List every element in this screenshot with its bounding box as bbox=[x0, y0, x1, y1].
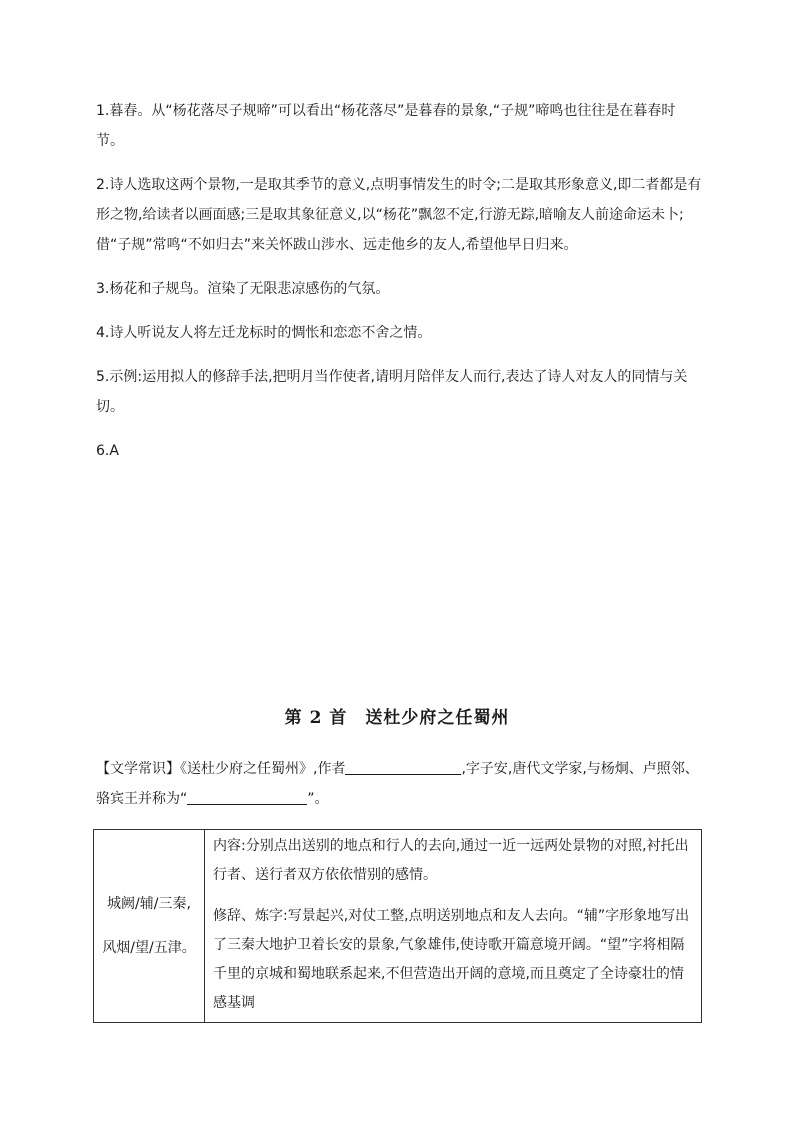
knowledge-text-3: ”。 bbox=[307, 791, 329, 807]
knowledge-label: 【文学常识】 bbox=[96, 761, 180, 777]
answer-5: 5.示例:运用拟人的修辞手法,把明月当作使者,请明月陪伴友人而行,表达了诗人对友人的同情与关切。 bbox=[96, 369, 688, 415]
table-row bbox=[94, 830, 702, 1023]
answer-3: 3.杨花和子规鸟。渲染了无限悲凉感伤的气氛。 bbox=[96, 281, 390, 297]
answer-list bbox=[96, 96, 702, 480]
answer-6: 6.A bbox=[96, 443, 119, 459]
keywords-line-1: 城阙/辅/三秦, bbox=[107, 896, 191, 912]
group-name-blank[interactable] bbox=[187, 788, 307, 805]
poem-heading: 第 2 首 送杜少府之任蜀州 bbox=[284, 708, 510, 728]
keywords-cell bbox=[94, 830, 205, 1023]
knowledge-text-2: ,字子安,唐代文学家,与杨炯、卢照邻、骆宾王并称为“ bbox=[96, 761, 699, 807]
analysis-table bbox=[93, 829, 702, 1023]
author-blank[interactable] bbox=[345, 758, 461, 775]
keywords-line-2: 风烟/望/五津。 bbox=[102, 940, 196, 956]
literary-knowledge bbox=[96, 754, 702, 814]
analysis-cell bbox=[205, 830, 702, 1023]
answer-2: 2.诗人选取这两个景物,一是取其季节的意义,点明事情发生的时令;二是取其形象意义,即二者都是有形之物,给读者以画面感;三是取其象征意义,以“杨花”飘忽不定,行游无踪,暗喻友人前途命运未卜;借“子规”常鸣“不如归去”来关怀跋山涉水、远走他乡的友人,希望他早日归来。 bbox=[96, 177, 702, 253]
content-paragraph: 内容:分别点出送别的地点和行人的去向,通过一近一远两处景物的对照,衬托出行者、送行者双方依依惜别的感情。 bbox=[213, 838, 689, 883]
answer-1: 1.暮春。从“杨花落尽子规啼”可以看出“杨花落尽”是暮春的景象,“子规”啼鸣也往往是在暮春时节。 bbox=[96, 103, 676, 149]
knowledge-text-1: 《送杜少府之任蜀州》,作者 bbox=[180, 761, 346, 777]
answer-4: 4.诗人听说友人将左迁龙标时的惆怅和恋恋不舍之情。 bbox=[96, 325, 432, 341]
rhetoric-paragraph: 修辞、炼字:写景起兴,对仗工整,点明送别地点和友人去向。“辅”字形象地写出了三秦大地护卫着长安的景象,气象雄伟,使诗歌开篇意境开阔。“望”字将相隔千里的京城和蜀地联系起来,不但营造出开阔的意境,而且奠定了全诗豪壮的情感基调 bbox=[213, 908, 690, 1011]
